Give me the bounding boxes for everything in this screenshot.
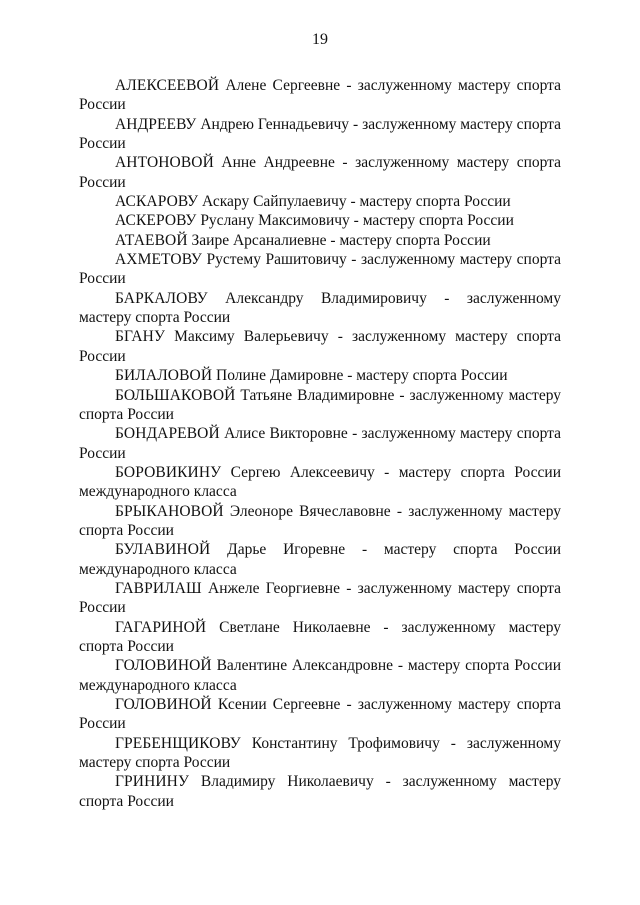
recipient-surname: БГАНУ: [115, 328, 166, 346]
recipient-surname: БИЛАЛОВОЙ: [115, 367, 213, 385]
recipient-details: Валентине Александровне - мастеру спорта России международного класса: [79, 657, 562, 694]
list-item: [79, 424, 561, 463]
recipient-surname: БОРОВИКИНУ: [115, 463, 222, 481]
list-item: [79, 211, 561, 230]
recipient-surname: ГАГАРИНОЙ: [115, 618, 207, 636]
list-item: [79, 618, 561, 657]
list-item: [79, 695, 561, 734]
recipient-surname: ГРИНИНУ: [115, 773, 190, 791]
list-item: [79, 772, 561, 811]
recipient-details: Владимиру Николаевичу - заслуженному мастеру спорта России: [79, 773, 562, 810]
list-item: [79, 502, 561, 541]
recipient-surname: АСКАРОВУ: [115, 193, 199, 211]
award-list: [79, 76, 561, 811]
recipient-surname: БОЛЬШАКОВОЙ: [115, 386, 236, 404]
recipient-surname: БАРКАЛОВУ: [115, 289, 208, 307]
recipient-surname: БРЫКАНОВОЙ: [115, 502, 224, 520]
recipient-surname: АХМЕТОВУ: [115, 251, 202, 269]
list-item: [79, 579, 561, 618]
list-item: [79, 386, 561, 425]
recipient-surname: АСКЕРОВУ: [115, 212, 197, 230]
recipient-surname: ГРЕБЕНЩИКОВУ: [115, 734, 241, 752]
list-item: [79, 734, 561, 773]
recipient-details: Руслану Максимовичу - мастеру спорта России: [200, 212, 514, 230]
recipient-surname: АЛЕКСЕЕВОЙ: [115, 77, 220, 94]
recipient-surname: БУЛАВИНОЙ: [115, 541, 211, 559]
list-item: [79, 366, 561, 385]
list-item: [79, 76, 561, 115]
list-item: [79, 463, 561, 502]
list-item: [79, 327, 561, 366]
recipient-details: Ксении Сергеевне - заслуженному мастеру спорта России: [79, 696, 562, 733]
recipient-details: Аскару Сайпулаевичу - мастеру спорта России: [202, 193, 511, 211]
recipient-surname: ГОЛОВИНОЙ: [115, 657, 212, 675]
list-item: [79, 656, 561, 695]
page-number: 19: [312, 31, 328, 48]
recipient-surname: АНДРЕЕВУ: [115, 115, 197, 133]
list-item: [79, 250, 561, 289]
recipient-details: Сергею Алексеевичу - мастеру спорта России международного класса: [79, 463, 561, 501]
recipient-details: Дарье Игоревне - мастеру спорта России международного класса: [79, 541, 562, 578]
list-item: [79, 289, 561, 328]
recipient-details: Алене Сергеевне - заслуженному мастеру спорта России: [79, 77, 561, 114]
recipient-details: Элеоноре Вячеславовне - заслуженному мастеру спорта России: [79, 502, 562, 539]
recipient-surname: ГОЛОВИНОЙ: [115, 696, 212, 713]
list-item: [79, 115, 561, 154]
recipient-surname: АНТОНОВОЙ: [115, 154, 214, 172]
recipient-details: Максиму Валерьевичу - заслуженному мастеру спорта России: [79, 328, 561, 365]
recipient-details: Александру Владимировичу - заслуженному мастеру спорта России: [79, 289, 561, 327]
recipient-details: Анне Андреевне - заслуженному мастеру спорта России: [79, 154, 562, 191]
recipient-surname: АТАЕВОЙ: [115, 231, 188, 249]
list-item: [79, 153, 561, 192]
recipient-details: Анжеле Георгиевне - заслуженному мастеру спорта России: [79, 579, 562, 617]
recipient-details: Татьяне Владимировне - заслуженному мастеру спорта России: [79, 386, 561, 423]
recipient-details: Светлане Николаевне - заслуженному мастеру спорта России: [79, 618, 561, 655]
recipient-details: Алисе Викторовне - заслуженному мастеру спорта России: [79, 425, 562, 462]
recipient-details: Константину Трофимовичу - заслуженному мастеру спорта России: [79, 734, 561, 772]
recipient-details: Рустему Рашитовичу - заслуженному мастеру спорта России: [79, 251, 561, 288]
recipient-surname: БОНДАРЕВОЙ: [115, 425, 220, 443]
recipient-details: Заире Арсаналиевне - мастеру спорта России: [191, 231, 491, 249]
recipient-surname: ГАВРИЛАШ: [115, 579, 202, 597]
list-item: [79, 540, 561, 579]
list-item: [79, 192, 561, 211]
recipient-details: Андрею Геннадьевичу - заслуженному мастеру спорта России: [79, 115, 561, 153]
list-item: [79, 231, 561, 250]
recipient-details: Полине Дамировне - мастеру спорта России: [216, 367, 508, 385]
